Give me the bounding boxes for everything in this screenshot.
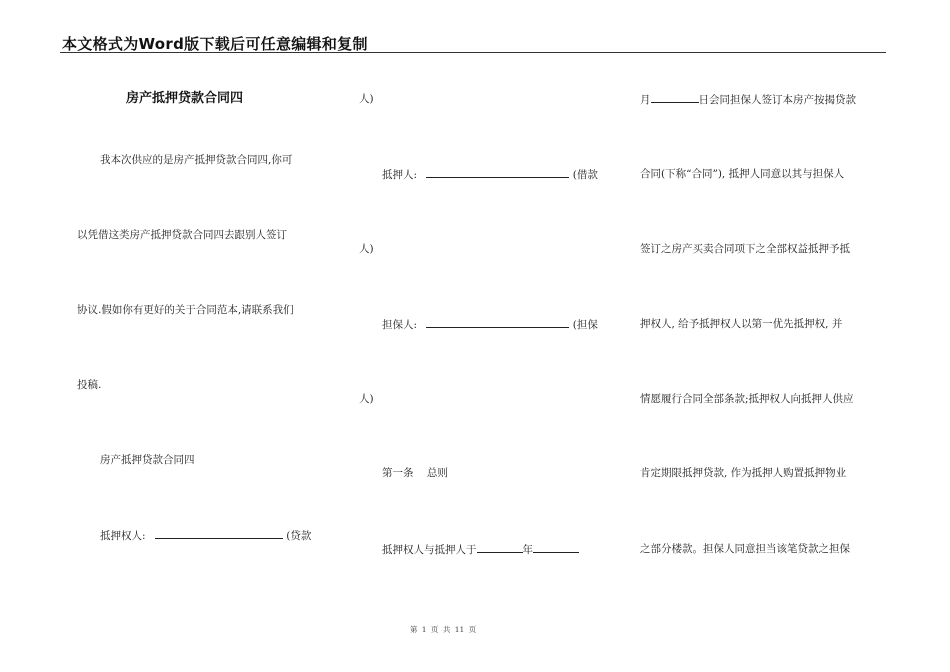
article-1-heading: 第一条 总则	[382, 467, 448, 479]
col2-line-1: 人)	[359, 93, 374, 105]
col3-line-2: 合同(下称“合同”), 抵押人同意以其与担保人	[640, 168, 845, 180]
month-label: 月	[640, 94, 651, 106]
month-blank	[533, 542, 579, 553]
col3-line-7: 之部分楼款。担保人同意担当该笔贷款之担保	[640, 543, 850, 555]
intro-line-2: 以凭借这类房产抵押贷款合同四去跟别人签订	[77, 229, 287, 241]
day-blank	[651, 92, 699, 103]
document-header-banner: 本文格式为Word版下载后可任意编辑和复制	[62, 35, 368, 53]
column-1	[0, 0, 340, 672]
guarantor-suffix: (担保	[572, 319, 598, 331]
col3-line-1-text: 日会同担保人签订本房产按揭贷款	[698, 94, 856, 106]
footer-suffix: 页	[468, 625, 477, 634]
col3-line-3: 签订之房产买卖合同项下之全部权益抵押予抵	[640, 243, 850, 255]
mortgagor-line	[382, 167, 598, 182]
page-number: 1	[421, 625, 427, 634]
column-3	[610, 0, 900, 672]
mortgagee-blank	[155, 528, 283, 539]
mortgagor-label: 抵押人:	[382, 169, 418, 181]
signing-date-prefix: 抵押权人与抵押人于	[382, 544, 477, 556]
col2-line-3: 人)	[359, 243, 374, 255]
year-label: 年	[522, 544, 533, 556]
signing-date-line	[382, 542, 579, 557]
mortgagee-label: 抵押权人:	[100, 530, 146, 542]
col2-line-5: 人)	[359, 393, 374, 405]
year-blank	[477, 542, 523, 553]
col3-line-6: 肯定期限抵押贷款, 作为抵押人购置抵押物业	[640, 467, 847, 479]
contract-subtitle: 房产抵押贷款合同四	[100, 454, 195, 466]
guarantor-label: 担保人:	[382, 319, 418, 331]
intro-line-1: 我本次供应的是房产抵押贷款合同四,你可	[100, 154, 293, 166]
column-2	[340, 0, 610, 672]
total-pages: 11	[454, 625, 465, 634]
guarantor-blank	[426, 317, 569, 328]
intro-line-4: 投稿.	[77, 379, 102, 391]
document-title: 房产抵押贷款合同四	[126, 91, 244, 106]
footer-mid-2: 共	[442, 625, 451, 634]
footer-prefix: 第	[409, 625, 418, 634]
page-footer	[0, 624, 886, 635]
guarantor-line	[382, 317, 598, 332]
col3-line-5: 情愿履行合同全部条款;抵押权人向抵押人供应	[640, 393, 854, 405]
intro-line-3: 协议.假如你有更好的关于合同范本,请联系我们	[77, 304, 294, 316]
col3-line-1	[640, 92, 856, 107]
mortgagor-blank	[426, 167, 569, 178]
footer-mid-1: 页	[430, 625, 439, 634]
mortgagee-suffix: (贷款	[286, 530, 312, 542]
col3-line-4: 押权人, 给予抵押权人以第一优先抵押权, 并	[640, 318, 843, 330]
mortgagor-suffix: (借款	[572, 169, 598, 181]
mortgagee-line	[100, 528, 311, 543]
